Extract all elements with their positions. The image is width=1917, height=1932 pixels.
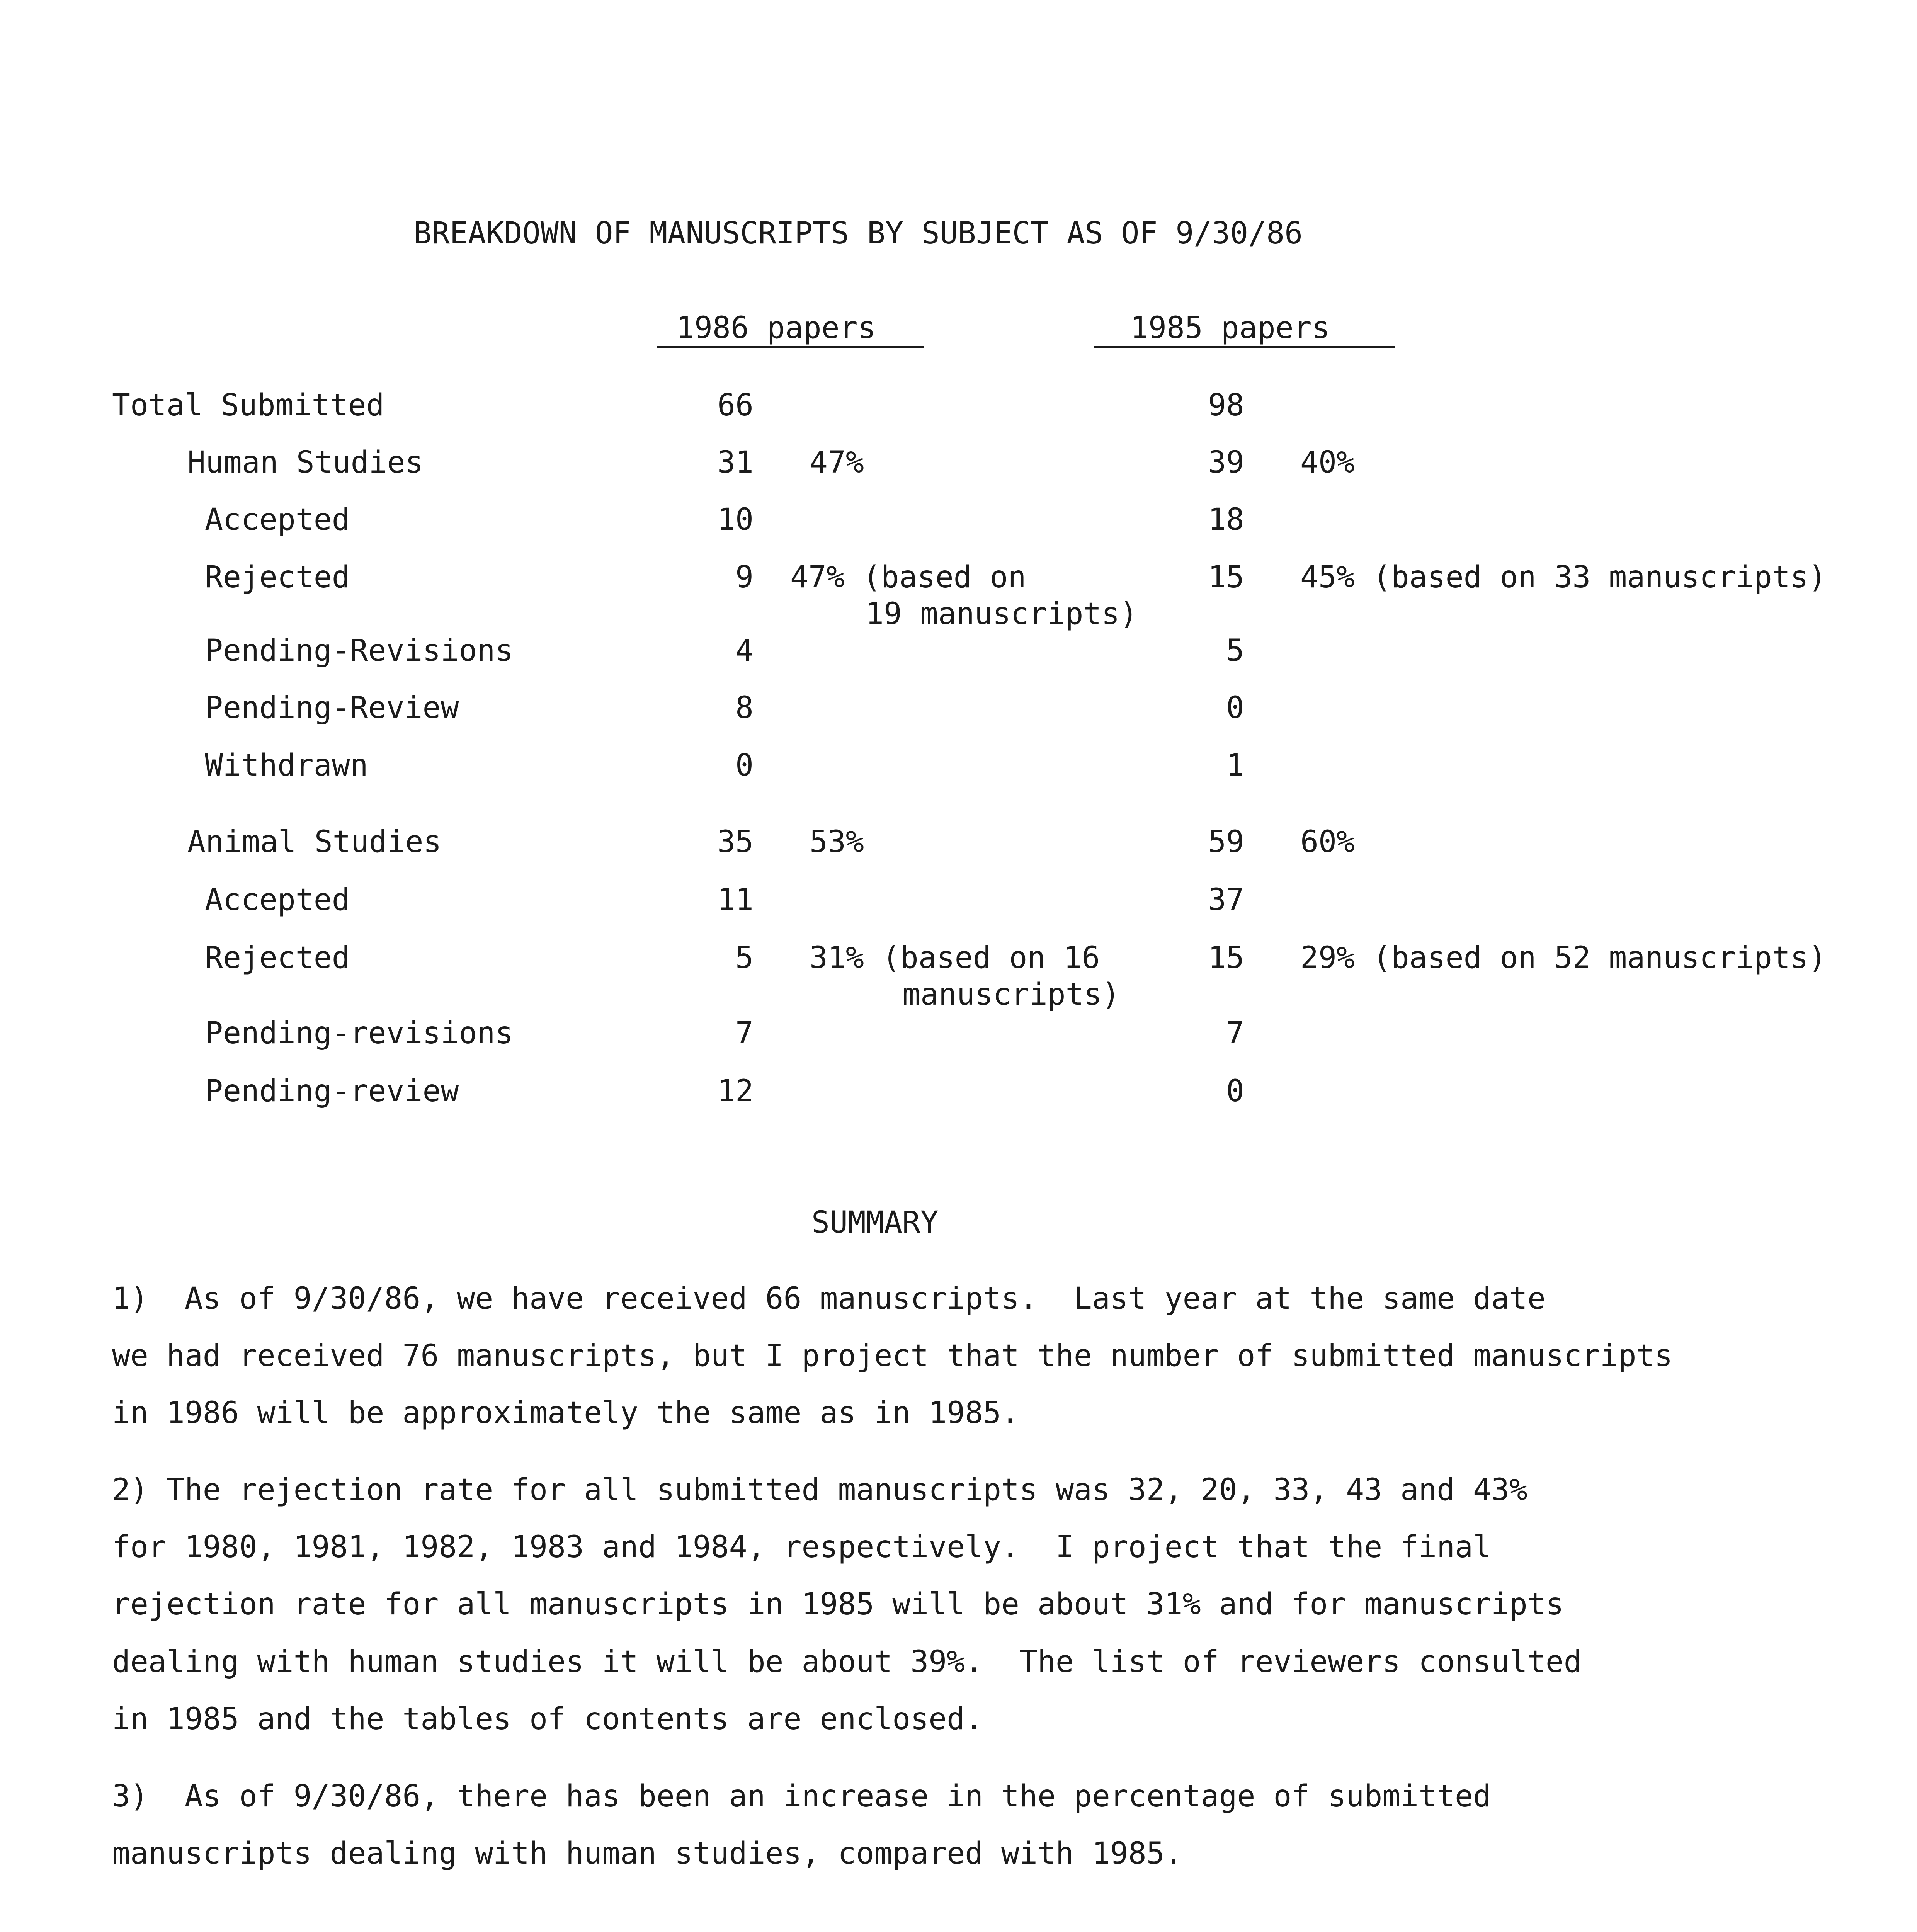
summary-point-3-line-1: 3) As of 9/30/86, there has been an increase in the percentage of submitted xyxy=(112,1779,1491,1814)
row-label-human-rejected: Rejected xyxy=(205,560,350,595)
value-1986-total: 66 xyxy=(717,388,754,423)
document-title: BREAKDOWN OF MANUSCRIPTS BY SUBJECT AS OF 9/30/86 xyxy=(413,216,1303,251)
percent-1986-animal-studies: 53% xyxy=(810,825,864,859)
summary-point-2-line-4: dealing with human studies it will be about 39%. The list of reviewers consulted xyxy=(112,1645,1582,1679)
row-label-animal-accepted: Accepted xyxy=(205,883,350,917)
value-1985-human-rejected: 15 xyxy=(1208,560,1244,595)
note-1986-animal-rejected-line1: 31% (based on 16 xyxy=(810,940,1100,975)
summary-heading: SUMMARY xyxy=(811,1205,939,1240)
note-1986-human-rejected-line1: 47% (based on xyxy=(790,560,1026,595)
column-header-1985: 1985 papers xyxy=(1130,311,1330,345)
column-header-1985-underline xyxy=(1094,346,1395,348)
row-label-human-accepted: Accepted xyxy=(205,502,350,537)
value-1985-human-studies: 39 xyxy=(1208,445,1244,480)
value-1986-animal-rejected: 5 xyxy=(735,940,754,975)
row-label-animal-studies: Animal Studies xyxy=(187,825,442,859)
note-1985-human-rejected: 45% (based on 33 manuscripts) xyxy=(1300,560,1827,595)
value-1986-animal-accepted: 11 xyxy=(717,883,754,917)
summary-point-1-line-1: 1) As of 9/30/86, we have received 66 manuscripts. Last year at the same date xyxy=(112,1281,1546,1316)
row-label-human-studies: Human Studies xyxy=(187,445,424,480)
percent-1986-human-studies: 47% xyxy=(810,445,864,480)
value-1985-human-withdrawn: 1 xyxy=(1226,748,1244,783)
summary-point-1-line-2: we had received 76 manuscripts, but I project that the number of submitted manuscripts xyxy=(112,1338,1673,1373)
value-1985-animal-pending-review: 0 xyxy=(1226,1074,1244,1109)
value-1985-human-pending-review: 0 xyxy=(1226,690,1244,725)
summary-point-1-line-3: in 1986 will be approximately the same as in 1985. xyxy=(112,1396,1019,1430)
value-1985-human-accepted: 18 xyxy=(1208,502,1244,537)
value-1986-human-withdrawn: 0 xyxy=(735,748,754,783)
percent-1985-animal-studies: 60% xyxy=(1300,825,1355,859)
row-label-human-withdrawn: Withdrawn xyxy=(205,748,368,783)
column-header-1986: 1986 papers xyxy=(676,311,876,345)
value-1986-animal-pending-revisions: 7 xyxy=(735,1016,754,1051)
value-1986-animal-studies: 35 xyxy=(717,825,754,859)
row-label-human-pending-revisions: Pending-Revisions xyxy=(205,633,514,668)
value-1985-human-pending-revisions: 5 xyxy=(1226,633,1244,668)
value-1986-animal-pending-review: 12 xyxy=(717,1074,754,1109)
value-1985-total: 98 xyxy=(1208,388,1244,423)
value-1986-human-pending-revisions: 4 xyxy=(735,633,754,668)
summary-point-3-line-2: manuscripts dealing with human studies, compared with 1985. xyxy=(112,1836,1183,1871)
percent-1985-human-studies: 40% xyxy=(1300,445,1355,480)
value-1985-animal-rejected: 15 xyxy=(1208,940,1244,975)
row-label-total-submitted: Total Submitted xyxy=(112,388,384,423)
note-1985-animal-rejected: 29% (based on 52 manuscripts) xyxy=(1300,940,1827,975)
value-1986-human-rejected: 9 xyxy=(735,560,754,595)
row-label-animal-pending-revisions: Pending-revisions xyxy=(205,1016,514,1051)
note-1986-animal-rejected-line2: manuscripts) xyxy=(902,977,1120,1012)
summary-point-2-line-2: for 1980, 1981, 1982, 1983 and 1984, respectively. I project that the final xyxy=(112,1530,1491,1565)
column-header-1986-underline xyxy=(657,346,924,348)
summary-point-2-line-5: in 1985 and the tables of contents are enclosed. xyxy=(112,1702,983,1736)
summary-point-2-line-3: rejection rate for all manuscripts in 1985 will be about 31% and for manuscripts xyxy=(112,1587,1564,1622)
summary-point-2-line-1: 2) The rejection rate for all submitted manuscripts was 32, 20, 33, 43 and 43% xyxy=(112,1473,1527,1507)
row-label-animal-pending-review: Pending-review xyxy=(205,1074,459,1109)
value-1986-human-accepted: 10 xyxy=(717,502,754,537)
value-1986-human-pending-review: 8 xyxy=(735,690,754,725)
note-1986-human-rejected-line2: 19 manuscripts) xyxy=(866,597,1138,631)
value-1986-human-studies: 31 xyxy=(717,445,754,480)
row-label-human-pending-review: Pending-Review xyxy=(205,690,459,725)
value-1985-animal-pending-revisions: 7 xyxy=(1226,1016,1244,1051)
value-1985-animal-accepted: 37 xyxy=(1208,883,1244,917)
value-1985-animal-studies: 59 xyxy=(1208,825,1244,859)
row-label-animal-rejected: Rejected xyxy=(205,940,350,975)
